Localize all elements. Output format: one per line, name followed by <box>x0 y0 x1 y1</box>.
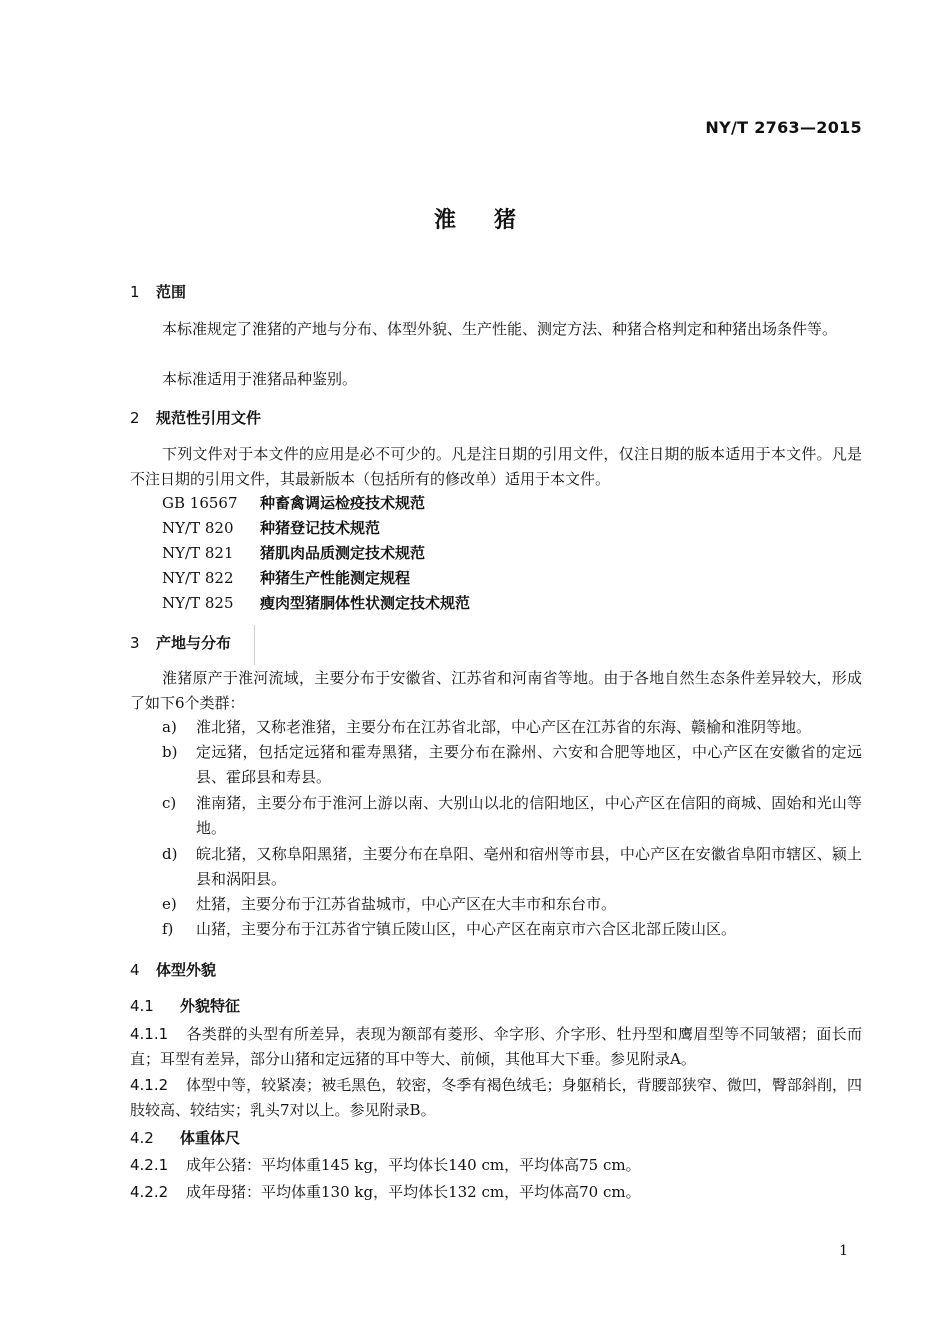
subsection-number: 4.2 <box>130 1129 154 1147</box>
list-item-text: 灶猪，主要分布于江苏省盐城市，中心产区在大丰市和东台市。 <box>196 895 617 913</box>
clause-4-2-1 <box>130 1153 862 1178</box>
reference-item <box>162 516 380 541</box>
section-number: 4 <box>130 961 140 979</box>
clause-text: 成年公猪：平均体重145 kg，平均体长140 cm，平均体高75 cm。 <box>186 1156 641 1174</box>
clause-4-1-2 <box>130 1073 862 1123</box>
standard-number: NY/T 2763—2015 <box>705 118 862 137</box>
list-item-label: c) <box>162 794 177 812</box>
list-item-text: 淮北猪，又称老淮猪，主要分布在江苏省北部，中心产区在江苏省的东海、赣榆和淮阴等地。 <box>196 718 812 736</box>
clause-number: 4.1.2 <box>130 1076 169 1094</box>
subsection-number: 4.1 <box>130 997 154 1015</box>
reference-name: 种猪生产性能测定规程 <box>260 569 411 587</box>
section-3-heading <box>130 632 231 653</box>
list-item <box>162 917 862 942</box>
list-item-label: b) <box>162 743 178 761</box>
page-number: 1 <box>839 1243 848 1259</box>
paragraph: 本标准适用于淮猪品种鉴别。 <box>162 370 358 388</box>
section-1-heading <box>130 281 186 302</box>
list-item-label: a) <box>162 718 177 736</box>
subsection-title: 外貌特征 <box>180 997 241 1015</box>
reference-code: NY/T 821 <box>162 544 234 562</box>
reference-name: 猪肌肉品质测定技术规范 <box>260 544 426 562</box>
clause-number: 4.1.1 <box>130 1025 169 1043</box>
paragraph: 下列文件对于本文件的应用是必不可少的。凡是注日期的引用文件，仅注日期的版本适用于本文件。凡是不注日期的引用文件，其最新版本（包括所有的修改单）适用于本文件。 <box>130 445 862 488</box>
section-number: 2 <box>130 409 140 427</box>
reference-name: 种猪登记技术规范 <box>260 519 381 537</box>
list-item <box>162 715 862 740</box>
list-item-text: 皖北猪，又称阜阳黑猪，主要分布在阜阳、亳州和宿州等市县，中心产区在安徽省阜阳市辖区、颍上县和涡阳县。 <box>196 845 862 888</box>
scan-artifact-line <box>254 625 255 665</box>
clause-4-2-2 <box>130 1180 862 1205</box>
list-item-text: 定远猪，包括定远猪和霍寿黑猪，主要分布在滁州、六安和合肥等地区，中心产区在安徽省的定远县、霍邱县和寿县。 <box>196 743 862 786</box>
list-item <box>162 740 862 790</box>
list-item-label: f) <box>162 920 174 938</box>
section-title: 规范性引用文件 <box>156 409 262 427</box>
clause-text: 各类群的头型有所差异，表现为额部有菱形、伞字形、介字形、牡丹型和鹰眉型等不同皱褶；面长而直；耳型有差异，部分山猪和定远猪的耳中等大、前倾，其他耳大下垂。参见附录A。 <box>130 1025 862 1068</box>
section-title: 体型外貌 <box>156 961 217 979</box>
section-4-heading <box>130 959 216 980</box>
reference-code: GB 16567 <box>162 494 238 512</box>
document-title: 淮猪 <box>433 208 554 233</box>
list-item <box>162 791 862 841</box>
list-item <box>162 842 862 892</box>
section-number: 1 <box>130 283 140 301</box>
subsection-title: 体重体尺 <box>180 1129 241 1147</box>
reference-item <box>162 491 425 516</box>
list-item-label: e) <box>162 895 177 913</box>
subsection-4-1-heading <box>130 995 240 1016</box>
reference-name: 种畜禽调运检疫技术规范 <box>260 494 426 512</box>
subsection-4-2-heading <box>130 1127 240 1148</box>
clause-number: 4.2.2 <box>130 1183 169 1201</box>
clause-4-1-1 <box>130 1022 862 1072</box>
clause-number: 4.2.1 <box>130 1156 169 1174</box>
reference-item <box>162 566 410 591</box>
reference-code: NY/T 825 <box>162 594 234 612</box>
list-item-text: 淮南猪，主要分布于淮河上游以南、大别山以北的信阳地区，中心产区在信阳的商城、固始和光山等地。 <box>196 794 862 837</box>
reference-item <box>162 591 470 616</box>
list-item-text: 山猪，主要分布于江苏省宁镇丘陵山区，中心产区在南京市六合区北部丘陵山区。 <box>196 920 737 938</box>
list-item-label: d) <box>162 845 178 863</box>
clause-text: 成年母猪：平均体重130 kg，平均体长132 cm，平均体高70 cm。 <box>186 1183 641 1201</box>
section-title: 产地与分布 <box>156 634 232 652</box>
section-title: 范围 <box>156 283 187 301</box>
reference-name: 瘦肉型猪胴体性状测定技术规范 <box>260 594 471 612</box>
paragraph: 淮猪原产于淮河流域，主要分布于安徽省、江苏省和河南省等地。由于各地自然生态条件差异较大，形成了如下6个类群： <box>130 669 862 712</box>
section-number: 3 <box>130 634 140 652</box>
reference-item <box>162 541 425 566</box>
clause-text: 体型中等，较紧凑；被毛黑色，较密，冬季有褐色绒毛；身躯稍长，背腰部狭窄、微凹，臀部斜削，四肢较高、较结实；乳头7对以上。参见附录B。 <box>130 1076 862 1119</box>
section-2-heading <box>130 407 261 428</box>
reference-code: NY/T 822 <box>162 569 234 587</box>
reference-code: NY/T 820 <box>162 519 234 537</box>
paragraph: 本标准规定了淮猪的产地与分布、体型外貌、生产性能、测定方法、种猪合格判定和种猪出场条件等。 <box>162 320 838 338</box>
list-item <box>162 892 862 917</box>
